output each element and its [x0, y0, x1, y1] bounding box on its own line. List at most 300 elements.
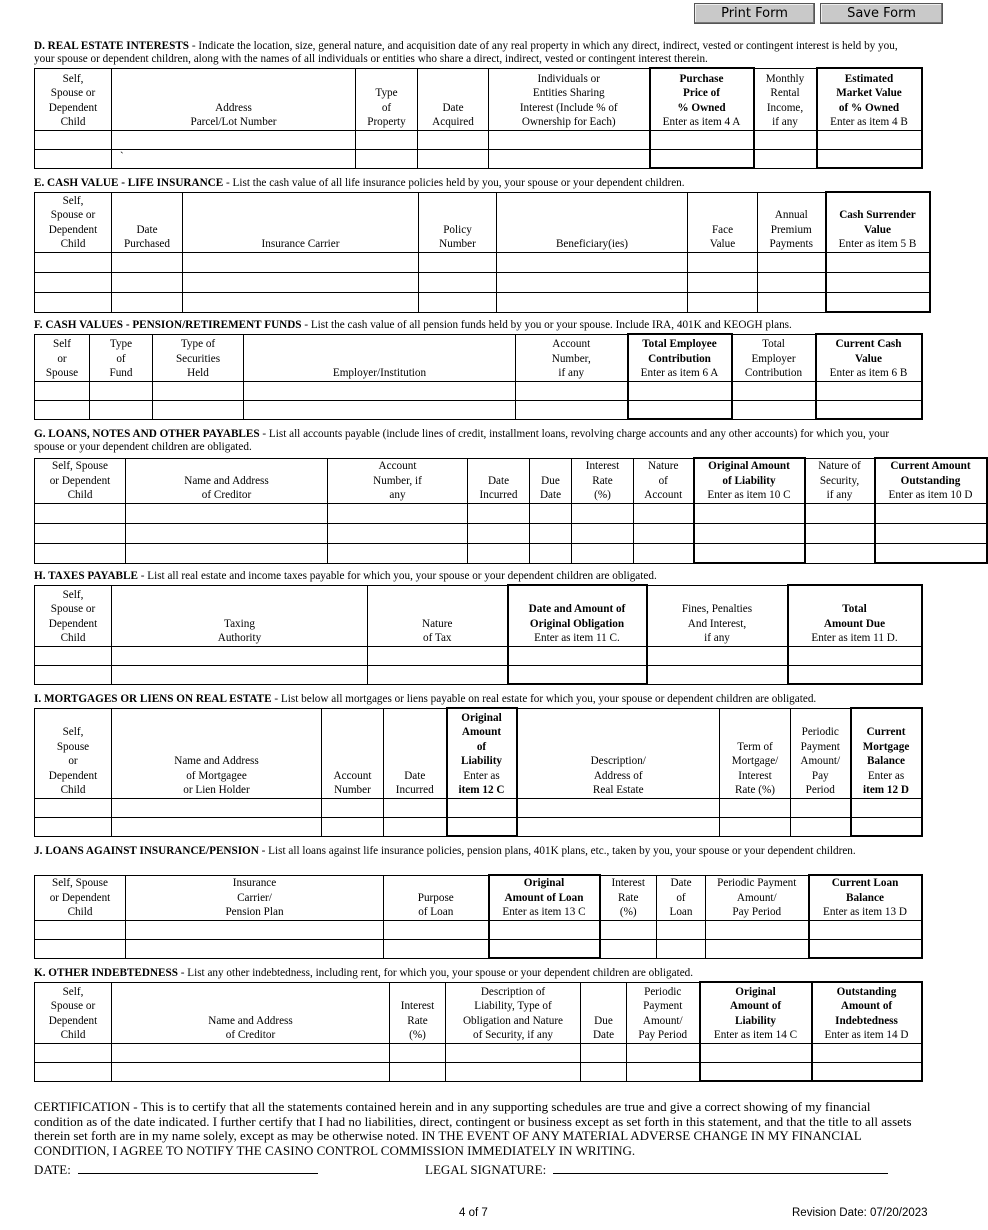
input-cell[interactable]	[419, 252, 497, 272]
column-header	[356, 68, 418, 130]
input-cell[interactable]	[322, 817, 384, 836]
input-cell[interactable]	[35, 381, 90, 400]
header-text: Description of	[480, 985, 546, 998]
input-cell[interactable]	[688, 292, 758, 312]
input-cell[interactable]	[112, 1062, 390, 1081]
header-text: of Liability	[722, 474, 776, 487]
input-cell[interactable]	[384, 939, 489, 958]
header-text: Amount	[461, 726, 502, 738]
column-header	[816, 334, 922, 381]
column-header	[447, 708, 517, 798]
column-header	[720, 708, 791, 798]
header-text: Individuals or	[537, 72, 600, 85]
header-text	[811, 876, 920, 891]
header-text: Spouse	[56, 740, 90, 753]
column-header	[35, 458, 126, 503]
header-text: Current	[866, 726, 906, 738]
input-cell[interactable]	[581, 1043, 627, 1062]
input-cell[interactable]	[446, 1062, 581, 1081]
input-cell[interactable]	[112, 646, 368, 665]
input-cell[interactable]	[468, 503, 530, 523]
input-cell[interactable]	[35, 817, 112, 836]
input-cell[interactable]	[497, 292, 688, 312]
input-cell[interactable]	[35, 1043, 112, 1062]
header-text: Liability	[460, 755, 503, 767]
header-text	[449, 725, 515, 740]
input-cell[interactable]	[112, 272, 183, 292]
header-text: (%)	[409, 1029, 426, 1041]
table-row	[35, 272, 930, 292]
input-cell[interactable]	[447, 798, 517, 817]
input-cell[interactable]	[805, 523, 875, 543]
input-cell[interactable]	[647, 646, 788, 665]
input-cell[interactable]	[35, 1062, 112, 1081]
header-text: Rate (%)	[734, 784, 776, 796]
input-cell[interactable]	[826, 292, 930, 312]
input-cell[interactable]	[812, 1043, 922, 1062]
input-cell[interactable]	[183, 272, 419, 292]
input-cell[interactable]	[35, 543, 126, 563]
header-text: Original Obligation	[529, 617, 625, 630]
input-cell[interactable]	[851, 798, 922, 817]
column-header	[112, 982, 390, 1043]
input-cell[interactable]	[758, 272, 826, 292]
header-text: Balance	[867, 755, 905, 767]
header-text: if any	[826, 489, 853, 501]
input-cell[interactable]	[112, 130, 356, 149]
input-cell[interactable]	[875, 503, 987, 523]
input-cell[interactable]	[809, 920, 922, 939]
input-cell[interactable]	[809, 939, 922, 958]
input-cell[interactable]	[688, 272, 758, 292]
header-text	[510, 602, 645, 617]
input-cell[interactable]	[788, 646, 922, 665]
input-cell[interactable]	[35, 920, 126, 939]
header-text: Enter as item 11 C.	[534, 632, 620, 644]
input-cell[interactable]	[35, 252, 112, 272]
input-cell[interactable]	[875, 543, 987, 563]
input-cell[interactable]	[90, 400, 153, 419]
input-cell[interactable]	[112, 252, 183, 272]
input-cell[interactable]	[390, 1043, 446, 1062]
input-cell[interactable]	[35, 130, 112, 149]
column-header	[627, 982, 700, 1043]
header-text: Self	[52, 338, 72, 350]
input-cell[interactable]	[126, 920, 384, 939]
input-cell[interactable]	[489, 149, 650, 168]
input-cell[interactable]	[650, 130, 754, 149]
input-cell[interactable]	[516, 400, 628, 419]
input-cell[interactable]	[572, 503, 634, 523]
column-header	[489, 68, 650, 130]
header-text: Purchased	[124, 238, 170, 250]
input-cell[interactable]	[572, 543, 634, 563]
input-cell[interactable]	[657, 920, 706, 939]
header-text: Value	[709, 238, 736, 250]
header-text: Date	[487, 474, 510, 487]
input-cell[interactable]	[706, 939, 809, 958]
table-row	[35, 400, 922, 419]
header-text: Original Amount	[708, 460, 790, 472]
header-text: Enter as item 6 A	[640, 367, 719, 379]
header-text: Original	[523, 877, 565, 889]
header-text	[853, 725, 920, 740]
input-cell[interactable]	[634, 523, 694, 543]
header-text: Incurred	[395, 784, 434, 796]
column-header	[126, 458, 328, 503]
header-text: Due	[594, 1014, 613, 1027]
header-text	[790, 602, 920, 617]
input-cell[interactable]	[732, 400, 816, 419]
column-header	[90, 334, 153, 381]
input-cell[interactable]	[508, 646, 647, 665]
input-cell[interactable]	[634, 503, 694, 523]
header-text: Amount/	[800, 755, 841, 767]
input-cell[interactable]	[805, 543, 875, 563]
header-text: Dependent	[48, 617, 98, 630]
page-number: 4 of 7	[459, 1207, 488, 1219]
input-cell[interactable]	[419, 292, 497, 312]
input-cell[interactable]	[754, 149, 817, 168]
header-text: Child	[60, 632, 86, 644]
header-text: Name and Address	[184, 474, 269, 487]
input-cell[interactable]	[647, 665, 788, 684]
header-text: or Dependent	[49, 891, 111, 904]
input-cell[interactable]	[153, 400, 244, 419]
input-cell[interactable]	[112, 149, 356, 168]
input-cell[interactable]	[700, 1043, 812, 1062]
header-text: Enter as item 4 A	[662, 116, 741, 128]
input-cell[interactable]	[791, 817, 851, 836]
input-cell[interactable]	[126, 939, 384, 958]
header-text: Number	[439, 238, 476, 250]
input-cell[interactable]	[720, 817, 791, 836]
header-text: Cash Surrender	[839, 209, 916, 221]
mortgages-liens-table	[34, 707, 923, 837]
header-text: Authority	[217, 632, 262, 644]
column-header	[368, 585, 508, 646]
input-cell[interactable]	[35, 503, 126, 523]
input-cell[interactable]	[126, 543, 328, 563]
input-cell[interactable]	[35, 665, 112, 684]
header-text: Total	[762, 338, 785, 350]
input-cell[interactable]	[447, 817, 517, 836]
header-text: Carrier/	[237, 891, 272, 904]
header-text	[702, 985, 810, 1000]
header-text	[828, 223, 928, 238]
column-header	[112, 192, 183, 252]
header-text: Entities Sharing	[532, 87, 605, 99]
input-cell[interactable]	[90, 381, 153, 400]
input-cell[interactable]	[384, 817, 447, 836]
header-text: if any	[558, 367, 585, 379]
input-cell[interactable]	[35, 646, 112, 665]
input-cell[interactable]	[356, 149, 418, 168]
input-cell[interactable]	[497, 252, 688, 272]
header-text: Original	[735, 985, 776, 998]
input-cell[interactable]	[497, 272, 688, 292]
header-text: Enter as item 10 C	[707, 489, 791, 501]
header-text: Total Employee	[642, 338, 717, 350]
input-cell[interactable]	[35, 939, 126, 958]
input-cell[interactable]	[126, 523, 328, 543]
input-cell[interactable]	[694, 523, 805, 543]
input-cell[interactable]	[657, 939, 706, 958]
input-cell[interactable]	[530, 503, 572, 523]
header-text: Property	[367, 116, 406, 128]
header-text	[819, 86, 920, 101]
input-cell[interactable]	[384, 798, 447, 817]
input-cell[interactable]	[35, 400, 90, 419]
column-header	[688, 192, 758, 252]
header-text: of Creditor	[201, 489, 252, 501]
header-text: Periodic	[644, 985, 682, 998]
input-cell[interactable]	[517, 817, 720, 836]
certification-text: CERTIFICATION - This is to certify that all the statements contained herein and in any supporting schedules are true and give a correct showing of my financial condition as of the date indicated. I further certify that I had no liabilities, direct, contingent or business except as set forth in this statement, and that the title to all assets therein set forth are in my name solely, except as may be otherwise noted. IN THE EVENT OF ANY MATERIAL ADVERSE CHANGE IN MY FINANCIAL CONDITION, I AGREE TO NOTIFY THE CASINO CONTROL COMMISSION IMMEDIATELY IN WRITING.	[34, 1099, 912, 1158]
input-cell[interactable]	[516, 381, 628, 400]
column-header	[600, 875, 657, 920]
input-cell[interactable]	[627, 1043, 700, 1062]
input-cell[interactable]	[418, 130, 489, 149]
header-text: Rate	[407, 1014, 428, 1027]
date-field[interactable]	[78, 1162, 318, 1174]
input-cell[interactable]	[581, 1062, 627, 1081]
column-header	[468, 458, 530, 503]
date-label: DATE:	[34, 1162, 71, 1177]
input-cell[interactable]	[419, 272, 497, 292]
header-text: Date	[136, 223, 158, 236]
input-cell[interactable]	[694, 503, 805, 523]
table-row	[35, 920, 922, 939]
input-cell[interactable]	[328, 543, 468, 563]
input-cell[interactable]	[489, 920, 600, 939]
header-text	[630, 337, 730, 352]
input-cell[interactable]	[112, 292, 183, 312]
input-cell[interactable]	[489, 939, 600, 958]
header-text: Rate	[617, 891, 639, 904]
header-text	[510, 617, 645, 632]
input-cell[interactable]	[328, 523, 468, 543]
header-text: Dependent	[48, 769, 98, 782]
input-cell[interactable]	[35, 272, 112, 292]
header-text	[696, 459, 803, 474]
input-cell[interactable]	[508, 665, 647, 684]
input-cell[interactable]	[517, 798, 720, 817]
input-cell[interactable]	[35, 523, 126, 543]
input-cell[interactable]	[600, 939, 657, 958]
input-cell[interactable]	[153, 381, 244, 400]
input-cell[interactable]	[244, 381, 516, 400]
header-text: Enter as item 14 D	[824, 1029, 909, 1041]
column-header	[700, 982, 812, 1043]
input-cell[interactable]	[812, 1062, 922, 1081]
input-cell[interactable]	[706, 920, 809, 939]
input-cell[interactable]	[600, 920, 657, 939]
input-cell[interactable]	[183, 292, 419, 312]
header-text: of Tax	[422, 632, 452, 644]
header-text: Insurance Carrier	[261, 238, 340, 250]
header-text: item 12 D	[863, 784, 909, 796]
input-cell[interactable]	[530, 523, 572, 543]
input-cell[interactable]	[817, 149, 922, 168]
input-cell[interactable]	[322, 798, 384, 817]
header-text: Self,	[62, 72, 84, 85]
header-text: Child	[67, 906, 93, 918]
input-cell[interactable]	[35, 149, 112, 168]
input-cell[interactable]	[390, 1062, 446, 1081]
header-text: Spouse or	[50, 87, 96, 99]
header-text: Dependent	[48, 1014, 98, 1027]
header-text: Nature	[422, 617, 453, 630]
input-cell[interactable]	[816, 400, 922, 419]
table-row	[35, 817, 922, 836]
other-indebtedness-table	[34, 981, 923, 1082]
header-text: Self, Spouse	[52, 877, 108, 889]
signature-field[interactable]	[553, 1162, 888, 1174]
input-cell[interactable]	[468, 523, 530, 543]
input-cell[interactable]	[826, 272, 930, 292]
header-text: Pension Plan	[225, 906, 284, 918]
real-estate-interests-table	[34, 67, 923, 169]
input-cell[interactable]	[126, 503, 328, 523]
input-cell[interactable]	[183, 252, 419, 272]
header-text: Payment	[800, 740, 840, 753]
input-cell[interactable]	[732, 381, 816, 400]
header-text: Enter as item 13 D	[823, 906, 907, 918]
column-header	[112, 708, 322, 798]
header-text	[828, 208, 928, 223]
input-cell[interactable]	[758, 292, 826, 312]
header-text: Dependent	[48, 101, 98, 114]
input-cell[interactable]	[384, 920, 489, 939]
column-header	[35, 68, 112, 130]
input-cell[interactable]	[634, 543, 694, 563]
input-cell[interactable]	[489, 130, 650, 149]
column-header	[508, 585, 647, 646]
header-text: Security,	[819, 474, 860, 487]
header-text: Held	[187, 367, 209, 379]
column-header	[384, 875, 489, 920]
header-text: Balance	[846, 891, 884, 904]
header-text: Number	[334, 784, 371, 796]
input-cell[interactable]	[720, 798, 791, 817]
date-line	[34, 1162, 318, 1177]
header-text: Self,	[62, 726, 84, 738]
input-cell[interactable]	[468, 543, 530, 563]
header-text	[491, 891, 598, 906]
input-cell[interactable]	[650, 149, 754, 168]
input-cell[interactable]	[244, 400, 516, 419]
header-text: Enter as item 11 D.	[811, 632, 898, 644]
input-cell[interactable]	[628, 381, 732, 400]
input-cell[interactable]	[816, 381, 922, 400]
column-header	[517, 708, 720, 798]
column-header	[35, 334, 90, 381]
input-cell[interactable]	[35, 798, 112, 817]
input-cell[interactable]	[35, 292, 112, 312]
input-cell[interactable]	[418, 149, 489, 168]
header-text	[449, 783, 515, 798]
input-cell[interactable]	[112, 798, 322, 817]
input-cell[interactable]	[826, 252, 930, 272]
column-header	[647, 585, 788, 646]
column-header	[754, 68, 817, 130]
header-text: Interest	[400, 1000, 435, 1012]
input-cell[interactable]	[446, 1043, 581, 1062]
input-cell[interactable]	[112, 1043, 390, 1062]
column-header	[153, 334, 244, 381]
column-header	[875, 458, 987, 503]
header-text: Original	[461, 711, 502, 724]
input-cell[interactable]	[805, 503, 875, 523]
input-cell[interactable]	[700, 1062, 812, 1081]
header-text: Enter as item 5 B	[838, 238, 917, 250]
input-cell[interactable]	[851, 817, 922, 836]
input-cell[interactable]	[788, 665, 922, 684]
input-cell[interactable]	[112, 817, 322, 836]
input-cell[interactable]	[875, 523, 987, 543]
header-text: And Interest,	[687, 617, 747, 630]
input-cell[interactable]	[688, 252, 758, 272]
column-header	[328, 458, 468, 503]
input-cell[interactable]	[628, 400, 732, 419]
header-text: Periodic Payment	[717, 877, 797, 889]
table-row	[35, 1062, 922, 1081]
header-text	[491, 876, 598, 891]
header-text: Indebtedness	[835, 1014, 898, 1027]
header-text: of	[476, 740, 487, 753]
save-form-button[interactable]: Save Form	[820, 3, 943, 24]
input-cell[interactable]	[758, 252, 826, 272]
header-text: Self,	[62, 194, 84, 207]
column-header	[634, 458, 694, 503]
input-cell[interactable]	[754, 130, 817, 149]
header-text: Number,	[551, 352, 591, 365]
header-text: Value	[864, 223, 891, 236]
header-text: Type	[375, 87, 398, 99]
header-text: Spouse or	[50, 209, 96, 221]
input-cell[interactable]	[627, 1062, 700, 1081]
header-text	[853, 783, 920, 798]
input-cell[interactable]	[817, 130, 922, 149]
input-cell[interactable]	[572, 523, 634, 543]
input-cell[interactable]	[694, 543, 805, 563]
column-header	[384, 708, 447, 798]
header-text	[449, 754, 515, 769]
input-cell[interactable]	[356, 130, 418, 149]
header-text: Annual	[774, 209, 808, 221]
header-text: Monthly	[765, 72, 805, 85]
header-text	[702, 999, 810, 1014]
input-cell[interactable]	[112, 665, 368, 684]
column-header	[628, 334, 732, 381]
input-cell[interactable]	[328, 503, 468, 523]
header-text: Account	[333, 769, 372, 782]
input-cell[interactable]	[791, 798, 851, 817]
input-cell[interactable]	[368, 646, 508, 665]
header-text: Incurred	[479, 489, 518, 501]
header-text: Type of	[180, 338, 216, 350]
header-text: Market Value	[836, 87, 902, 99]
print-form-button[interactable]: Print Form	[694, 3, 815, 24]
section-h-title: H. TAXES PAYABLE - List all real estate and income taxes payable for which you, your spouse or your dependent children are obligated.	[34, 570, 657, 582]
header-text: Pay Period	[638, 1029, 688, 1041]
input-cell[interactable]	[368, 665, 508, 684]
header-text: of	[116, 352, 126, 365]
header-text	[702, 1014, 810, 1029]
header-text: Interest	[738, 769, 772, 782]
input-cell[interactable]	[530, 543, 572, 563]
